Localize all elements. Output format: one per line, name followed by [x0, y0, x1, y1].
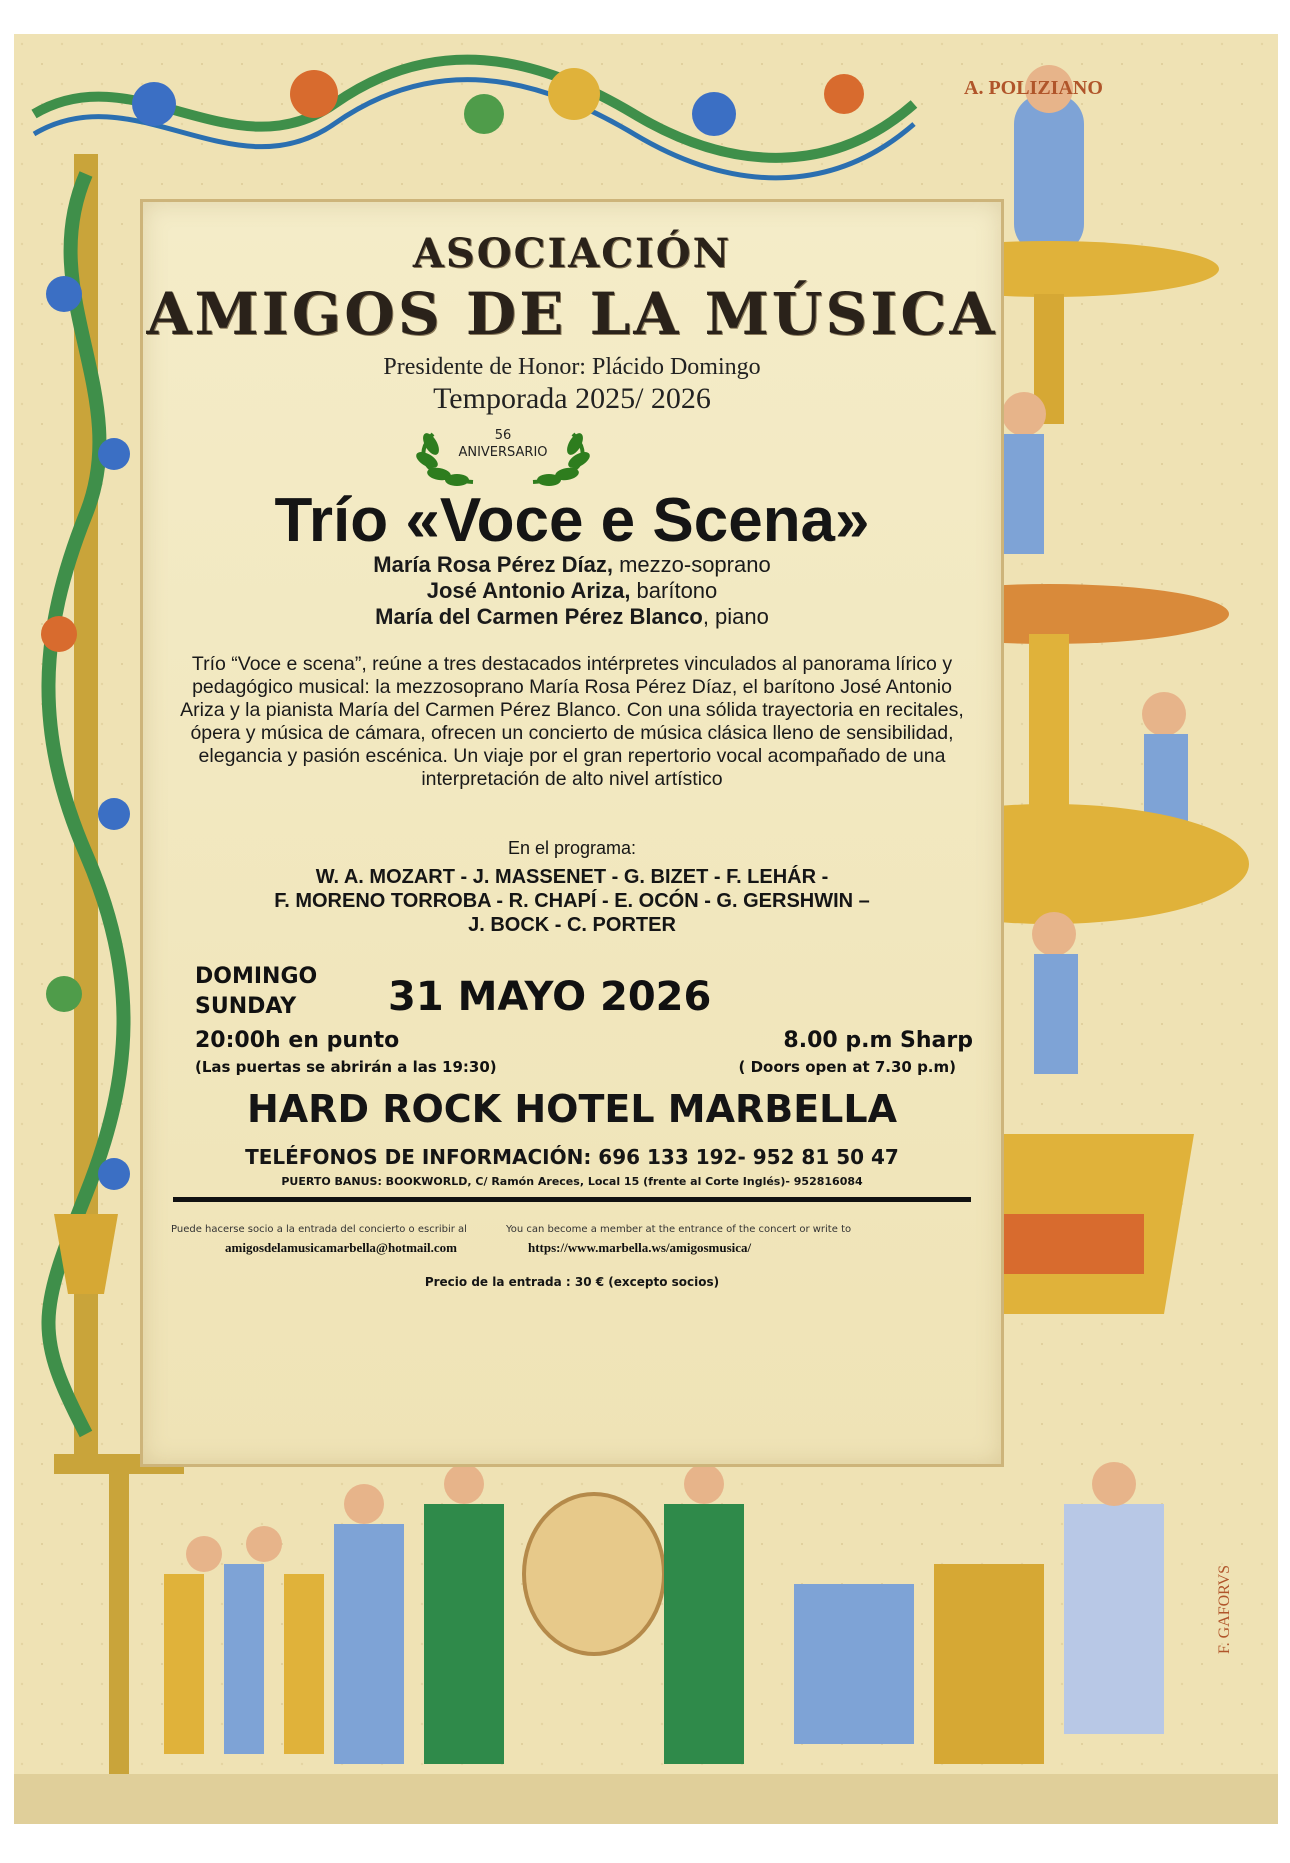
- performer-line: [143, 578, 1001, 604]
- performer-role: barítono: [630, 578, 718, 603]
- ticket-outlet: PUERTO BANUS: BOOKWORLD, C/ Ramón Areces, Local 15 (frente al Corte Inglés)- 952816084: [281, 1175, 863, 1188]
- doors-note-english: ( Doors open at 7.30 p.m): [738, 1058, 956, 1076]
- concert-description: Trío “Voce e scena”, reúne a tres destacados intérpretes vinculados al panorama lírico y pedagógico musical: la mezzosoprano María Rosa Pérez Díaz, el barítono José Antonio Ariza y la pianista María del Carmen Pérez Blanco. Con una sólida trayectoria en recitales, ópera y música de cámara, ofrecen un concierto de música clásica lleno de sensibilidad, elegancia y pasión escénica. Un viaje por el gran repertorio vocal acompañado de una interpretación de alto nivel artístico: [180, 653, 964, 790]
- program-line: J. BOCK - C. PORTER: [468, 914, 676, 936]
- performer-role: , piano: [702, 604, 769, 629]
- association-name: AMIGOS DE LA MÚSICA: [146, 280, 998, 348]
- venue-name: HARD ROCK HOTEL MARBELLA: [246, 1087, 898, 1131]
- season-label: Temporada 2025/ 2026: [433, 382, 711, 415]
- membership-note-english: You can become a member at the entrance of the concert or write to: [506, 1224, 852, 1235]
- performer-name: María Rosa Pérez Díaz,: [373, 552, 613, 577]
- time-english: 8.00 p.m Sharp: [783, 1028, 973, 1053]
- signature-side: F. GAFORVS: [1216, 1564, 1233, 1654]
- day-spanish: DOMINGO: [195, 964, 318, 989]
- ticket-price: Precio de la entrada : 30 € (excepto socios): [424, 1275, 720, 1289]
- honorary-president: Presidente de Honor: Plácido Domingo: [383, 354, 761, 380]
- performer-line: [143, 604, 1001, 630]
- anniversary-number: 56: [494, 428, 512, 443]
- program-line: F. MORENO TORROBA - R. CHAPÍ - E. OCÓN - G. GERSHWIN –: [274, 890, 870, 912]
- signature-top: A. POLIZIANO: [964, 77, 1103, 99]
- event-date: 31 MAYO 2026: [388, 974, 712, 1020]
- performer-name: María del Carmen Pérez Blanco: [375, 604, 703, 629]
- membership-note-spanish: Puede hacerse socio a la entrada del concierto o escribir al: [171, 1224, 467, 1235]
- doors-note-spanish: (Las puertas se abrirán a las 19:30): [195, 1058, 497, 1076]
- performer-line: [143, 552, 1001, 578]
- association-label: ASOCIACIÓN: [412, 230, 732, 277]
- program-label: En el programa:: [507, 838, 637, 858]
- time-spanish: 20:00h en punto: [195, 1028, 400, 1053]
- performer-role: mezzo-soprano: [612, 552, 771, 577]
- concert-title: Trío «Voce e Scena»: [274, 486, 870, 555]
- poster: [14, 34, 1278, 1824]
- contact-email[interactable]: amigosdelamusicamarbella@hotmail.com: [225, 1240, 457, 1255]
- content-panel: [140, 199, 1004, 1467]
- program-line: W. A. MOZART - J. MASSENET - G. BIZET - F. LEHÁR -: [315, 866, 829, 888]
- website-link[interactable]: https://www.marbella.ws/amigosmusica/: [528, 1240, 752, 1255]
- divider: [173, 1197, 971, 1202]
- performer-name: José Antonio Ariza,: [426, 578, 631, 603]
- day-english: SUNDAY: [195, 994, 297, 1019]
- anniversary-label: ANIVERSARIO: [458, 445, 548, 460]
- info-phones: TELÉFONOS DE INFORMACIÓN: 696 133 192- 952 81 50 47: [245, 1145, 899, 1169]
